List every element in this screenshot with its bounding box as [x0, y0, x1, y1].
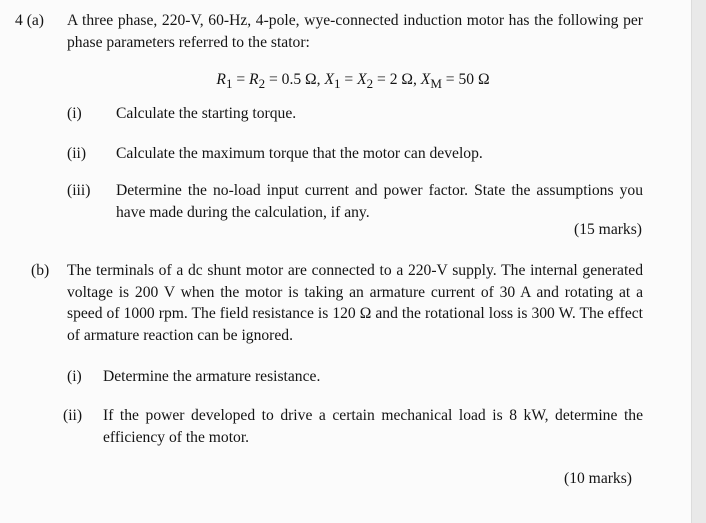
- question-4a-intro: A three phase, 220-V, 60-Hz, 4-pole, wye-connected induction motor has the following per phase parameters referred to the stator:: [67, 12, 643, 51]
- part-4b-ii-number: (ii): [63, 407, 83, 424]
- part-4a-ii-number: (ii): [67, 145, 87, 162]
- question-4b-number: (b): [31, 262, 50, 279]
- part-4a-iii-text: Determine the no-load input current and power factor. State the assumptions you have made during the calculation, if any.: [116, 182, 643, 221]
- part-4b-i-number: (i): [67, 368, 82, 385]
- part-4b-i-text: Determine the armature resistance.: [103, 368, 321, 385]
- parameter-equation: $R_1 = R_2 = 0.5$ Ω, $X_1 = X_2 = 2$ Ω, $X_M = 50$ Ω: [216, 71, 490, 92]
- question-4a-marks: (15 marks): [574, 221, 642, 238]
- part-4a-iii-number: (iii): [67, 182, 91, 199]
- eq-xm: X: [420, 71, 431, 88]
- eq-x1: X: [324, 71, 334, 88]
- question-4b-intro: The terminals of a dc shunt motor are connected to a 220-V supply. The internal generated voltage is 200 V when the motor is taking an armature current of 30 A and rotating at a speed of 1000 rpm. The field resistance is 120 Ω and the rotational loss is 300 W. The effect of armature reaction can be ignored.: [67, 262, 643, 344]
- part-4a-i-text: Calculate the starting torque.: [116, 105, 297, 122]
- part-4b-ii-text: If the power developed to drive a certain mechanical load is 8 kW, determine the efficiency of the motor.: [103, 407, 643, 446]
- question-4a-number: 4 (a): [15, 12, 45, 29]
- eq-r1: R: [216, 71, 226, 88]
- eq-x2: X: [357, 71, 367, 88]
- question-4b-marks: (10 marks): [564, 470, 632, 487]
- part-4a-i-number: (i): [67, 105, 82, 122]
- eq-r2: R: [249, 71, 259, 88]
- part-4a-ii-text: Calculate the maximum torque that the motor can develop.: [116, 145, 483, 162]
